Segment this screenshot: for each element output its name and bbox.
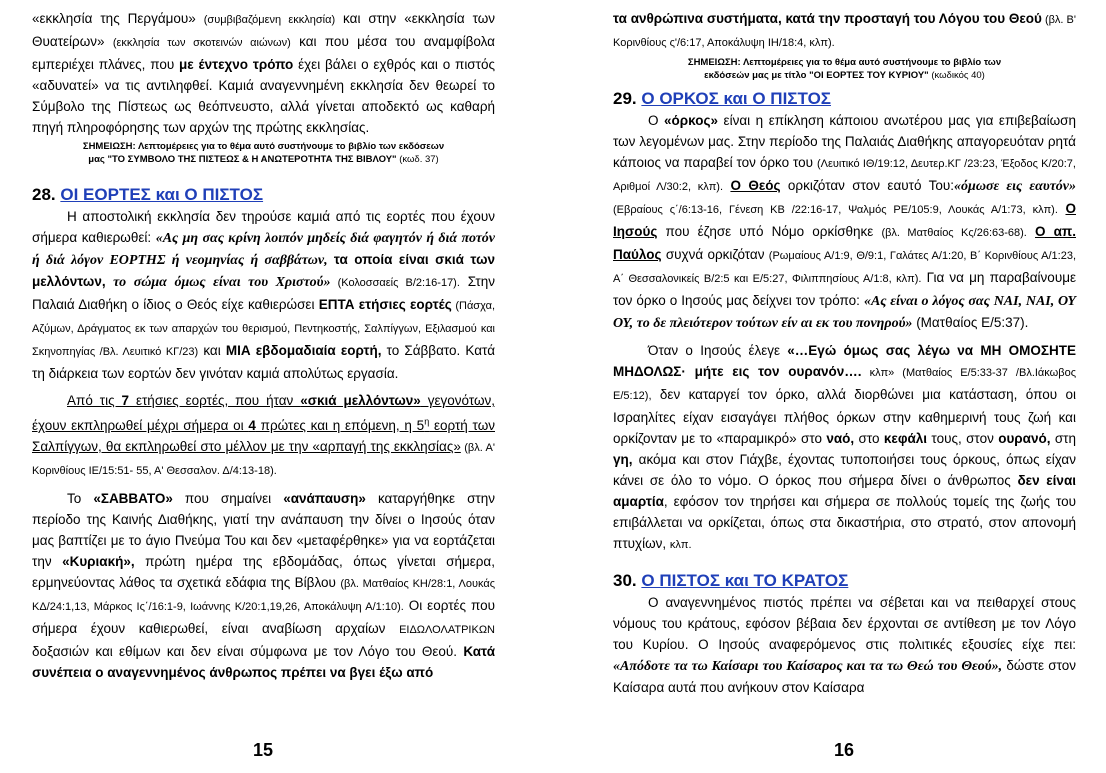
reference: (βλ. Β' Κορινθίους ς'/6:17, Αποκάλυψη ΙΗ/18:4, κλπ). (613, 14, 1076, 49)
text: με έντεχνο τρόπο (179, 57, 294, 72)
quote: «Απόδοτε τα τω Καίσαρι του Καίσαρος και τα τω Θεώ του Θεού», (613, 659, 1003, 674)
left-intro-paragraph (32, 8, 495, 138)
text: «όρκος» (664, 113, 719, 128)
reference: (βλ. Ματθαίος ΚΗ/28:1, Λουκάς ΚΔ/24:1,13, Μάρκος Ις΄/16:1-9, Ιωάννης Κ/20:1,19,26, Αποκάλυψη Α/1:10). (32, 577, 496, 613)
text: δεν είναι αμαρτία (613, 473, 1076, 509)
text: καταργήθηκε στην περίοδο της Καινής Διαθήκης, γιατί την ανάπαυση την δίνει ο Ιησούς όταν μας βαπτίζει με το άγιο Πνεύμα Του και δεν «μεταφέρθηκε» για να εορτάζεται την (32, 490, 495, 569)
text: ΕΠΤΑ ετήσιες εορτές (318, 297, 452, 312)
left-body (32, 8, 495, 683)
section-title: ΟΙ ΕΟΡΤΕΣ και Ο ΠΙΣΤΟΣ (60, 185, 264, 204)
section-number: 29. (613, 89, 637, 108)
text: ακόμα και στον Γιάχβε, έχοντας τυποποιήσει τους όρκους, όπως είχαν κάνει σε όλο το νόμο. Ο όρκος που σήμερα δίνει ο άνθρωπος (613, 452, 1076, 488)
text: και (198, 343, 226, 358)
text: Κατά συνέπεια ο αναγεννημένος άνθρωπος πρέπει να βγει έξω από (32, 643, 495, 680)
right-intro-paragraph (613, 8, 1076, 54)
text: (εκκλησία των σκοτεινών αιώνων) (112, 37, 291, 49)
reference: (Λευιτικό ΙΘ/19:12, Δευτερ.ΚΓ /23:23, Έξοδος Κ/20:7, Αριθμοί Λ/30:2, κλπ). (613, 158, 1076, 193)
quote: «Ας είναι ο λόγος σας ΝΑΙ, ΝΑΙ, ΟΥ ΟΥ, το δε πλειότερον τούτων είν αι εκ του πονηρού» (613, 294, 1076, 331)
text: (συμβιβαζόμενη εκκλησία) (203, 14, 336, 26)
right-page (553, 0, 1106, 773)
right-paragraph-1 (613, 110, 1076, 334)
text: «ΣΑΒΒΑΤΟ» (93, 490, 173, 506)
text: τους, στον (927, 431, 999, 446)
text: δοξασιών και εθίμων και δεν είναι σύμφωνα με τον Λόγο του Θεού. (32, 643, 464, 659)
text: «ανάπαυση» (283, 490, 366, 506)
text: που σημαίνει (172, 490, 284, 506)
text: Οι εορτές που σήμερα έχουν καθιερωθεί, είναι αναβίωση αρχαίων (32, 597, 495, 636)
reference: (Πάσχα, Αζύμων, Δράγματος εκ των απαρχών του θερισμού, Πεντηκοστής, Σαλπίγγων, Εξιλασμού και Σκηνοπηγίας /Βλ. Λευιτικό ΚΓ/23) (32, 300, 495, 358)
text: Ο (648, 113, 665, 128)
text: 4 (248, 417, 256, 433)
section-title: Ο ΠΙΣΤΟΣ και ΤΟ ΚΡΑΤΟΣ (641, 571, 849, 590)
text: ετήσιες εορτές, που ήταν (129, 393, 301, 408)
section-number: 28. (32, 185, 56, 204)
text: γεγονότων, έχουν εκπληρωθεί μέχρι σήμερα οι (32, 393, 495, 433)
text: Ο Ιησούς (613, 201, 1076, 239)
text: (Ματθαίος Ε/5:37). (912, 315, 1029, 330)
text: πρώτη ημέρα της εβδομάδας, όπως γίνεται σήμερα, ερμηνεύοντας λάθος τα σχετικά εδάφια της Βίβλου (32, 553, 495, 590)
text: δεν καταργεί τον όρκο, αλλά διορθώνει μια κατάσταση, όπου οι Ισραηλίτες είχαν εισαγάγει πλήθος όρκων στην καθημερινή τους ζωή και ορκίζονταν με το «παραμικρό» στο (613, 387, 1076, 446)
text: έχει βάλει ο εχθρός και ο πιστός «αδυνατεί» να τις αντιληφθεί. Καμιά αναγεννημένη εκκλησία δεν θεωρεί το Σύμβολο της Πίστεως ως θεόπνευστο, αλλά γίνεται αποδεκτό ως καθαρή πηγή πληροφόρησης των αρχών της πρώτης εκκλησίας. (32, 57, 495, 135)
quote: «όμωσε εις εαυτόν» (954, 179, 1076, 194)
note-code: (κωδικός 40) (928, 70, 985, 81)
text: ΕΙΔΩΛΟΛΑΤΡΙΚΩΝ (399, 623, 495, 636)
section-title: Ο ΟΡΚΟΣ και Ο ΠΙΣΤΟΣ (641, 89, 831, 108)
text: «εκκλησία της Περγάμου» (32, 11, 204, 26)
page-number-right: 16 (834, 740, 855, 760)
left-paragraph-3 (32, 488, 495, 683)
section-30-heading (613, 570, 1076, 592)
section-number: 30. (613, 571, 637, 590)
quote: το σώμα όμως είναι του Χριστού» (105, 275, 331, 290)
reference: (Κολοσσαείς Β/2:16-17). (330, 277, 460, 289)
text: Η αποστολική εκκλησία δεν τηρούσε καμιά από τις εορτές που έχουν σήμερα καθιερωθεί: (32, 209, 495, 245)
text: είναι η επίκληση κάποιου ανωτέρου μας για επιβεβαίωση των λεγομένων μας. Στην περίοδο της Παλαιάς Διαθήκης απαγορευόταν ρητά κάποιος να παραβεί τον όρκο του (613, 113, 1076, 170)
right-note (613, 56, 1076, 82)
text: «σκιά μελλόντων» (300, 393, 421, 408)
reference: (βλ. Ματθαίος Κς/26:63-68). (881, 227, 1027, 239)
note-line: μας "ΤΟ ΣΥΜΒΟΛΟ ΤΗΣ ΠΙΣΤΕΩΣ & Η ΑΝΩΤΕΡΟΤΗΤΑ ΤΗΣ ΒΙΒΛΟΥ" (88, 154, 397, 165)
text: Ο αναγεννημένος πιστός πρέπει να σέβεται και να πειθαρχεί στους νόμους του κράτους, εφόσον βέβαια δεν έρχονται σε αντίθεση με τον Λόγο του Κυρίου. Ο Ιησούς αναφερόμενος στις πολιτικές εξουσίες είχε πει: (613, 595, 1076, 652)
text: στο (854, 431, 884, 446)
text: τα ανθρώπινα συστήματα, κατά την προσταγή του Λόγου του Θεού (613, 11, 1042, 26)
left-note (32, 140, 495, 166)
text: «…Εγώ όμως σας λέγω να ΜΗ ΟΜΟΣΗΤΕ ΜΗΔΟΛΩΣ· μήτε εις τον ουρανόν…. (613, 343, 1076, 379)
text: το Σάββατο. Κατά τη διάρκεια των εορτών δεν γινόταν καμιά απολύτως εργασία. (32, 343, 495, 381)
text: που έζησε υπό Νόμο ορκίσθηκε (657, 224, 882, 239)
text: δώστε στον Καίσαρα αυτά που ανήκουν στον Καίσαρα (613, 658, 1076, 695)
text (1027, 224, 1035, 239)
text: Το (67, 490, 94, 506)
text: συχνά ορκιζόταν (661, 247, 769, 262)
text: ΜΙΑ εβδομαδιαία εορτή, (225, 343, 382, 358)
text: κεφάλι (883, 431, 928, 446)
text: , εφόσον τον τηρήσει και σήμερα σε πολλούς τομείς της ζωής του επιβάλλεται να ορκίζεται, όπως στα δικαστήρια, στο στρατό, στον απονομή πτυχίων, (613, 494, 1076, 551)
text: «Κυριακή», (62, 553, 135, 569)
left-paragraph-2 (32, 390, 495, 482)
text: τα οποία είναι σκιά των μελλόντων, (32, 252, 495, 289)
text: εορτή των Σαλπίγγων, θα εκπληρωθεί στο μέλλον με την «αρπαγή της εκκλησίας» (32, 417, 495, 454)
reference: (Εβραίους ς΄/6:13-16, Γένεση ΚΒ /22:16-17, Ψαλμός ΡΕ/105:9, Λουκάς Α/1:73, κλπ). (613, 204, 1058, 216)
text: Για να μη παραβαίνουμε τον όρκο ο Ιησούς μας δείχνει τον τρόπο: (613, 270, 1076, 308)
note-line: ΣΗΜΕΙΩΣΗ: Λεπτομέρειες για το θέμα αυτό συστήνουμε το βιβλίο των εκδόσεων (82, 141, 445, 152)
page-number-left: 15 (253, 740, 274, 760)
reference: κλπ» (Ματθαίος Ε/5:33-37 /Βλ.Ιάκωβος Ε/5:12), (613, 367, 1076, 402)
text: ναό, (826, 431, 855, 446)
text: Στην Παλαιά Διαθήκη ο ίδιος ο Θεός είχε καθιερώσει (32, 274, 495, 312)
section-29-heading (613, 88, 1076, 110)
quote: «Ας μη σας κρίνη λοιπόν μηδείς διά φαγητόν ή διά ποτόν ή διά λόγον ΕΟΡΤΗΣ ή νεομηνίας ή σαββάτων, (32, 231, 495, 268)
text: Ο απ. Παύλος (613, 224, 1076, 262)
right-paragraph-2 (613, 340, 1076, 556)
text: κλπ. (669, 539, 692, 551)
section-28-heading (32, 184, 495, 206)
text: ορκιζόταν στον εαυτό Του: (780, 178, 955, 193)
right-body (613, 8, 1076, 698)
text: ουρανό, (998, 431, 1051, 446)
reference: (Ρωμαίους Α/1:9, Θ/9:1, Γαλάτες Α/1:20, Β΄ Κορινθίους Α/1:23, Α΄ Θεσσαλονικείς Β/2:5 και Ε/5:27, Φιλιππησίους Α/1:8, κλπ). (613, 250, 1077, 285)
text: 7 (121, 393, 130, 408)
text: και που μέσα του αναμφίβολα εμπεριέχει πλάνες, που (32, 34, 495, 72)
text: πρώτες και η επόμενη, η 5 (255, 417, 425, 433)
text: γη, (613, 452, 633, 467)
note-line: ΣΗΜΕΙΩΣΗ: Λεπτομέρειες για το θέμα αυτό συστήνουμε το βιβλίο των (687, 57, 1002, 68)
text: και στην «εκκλησία των Θυατείρων» (32, 11, 496, 49)
note-line: εκδόσεών μας με τίτλο "ΟΙ ΕΟΡΤΕΣ ΤΟΥ ΚΥΡΙΟΥ" (704, 70, 929, 81)
superscript: η (424, 416, 430, 426)
left-paragraph-1 (32, 206, 495, 384)
right-paragraph-3 (613, 592, 1076, 698)
text: στη (1050, 431, 1077, 446)
text: Ο Θεός (730, 178, 781, 193)
note-code: (κωδ. 37) (396, 154, 439, 165)
text: Όταν ο Ιησούς έλεγε (648, 343, 788, 358)
reference: (βλ. Α' Κορινθίους ΙΕ/15:51- 55, Α' Θεσσαλον. Δ/4:13-18). (32, 441, 495, 477)
text: Από τις (67, 393, 122, 408)
